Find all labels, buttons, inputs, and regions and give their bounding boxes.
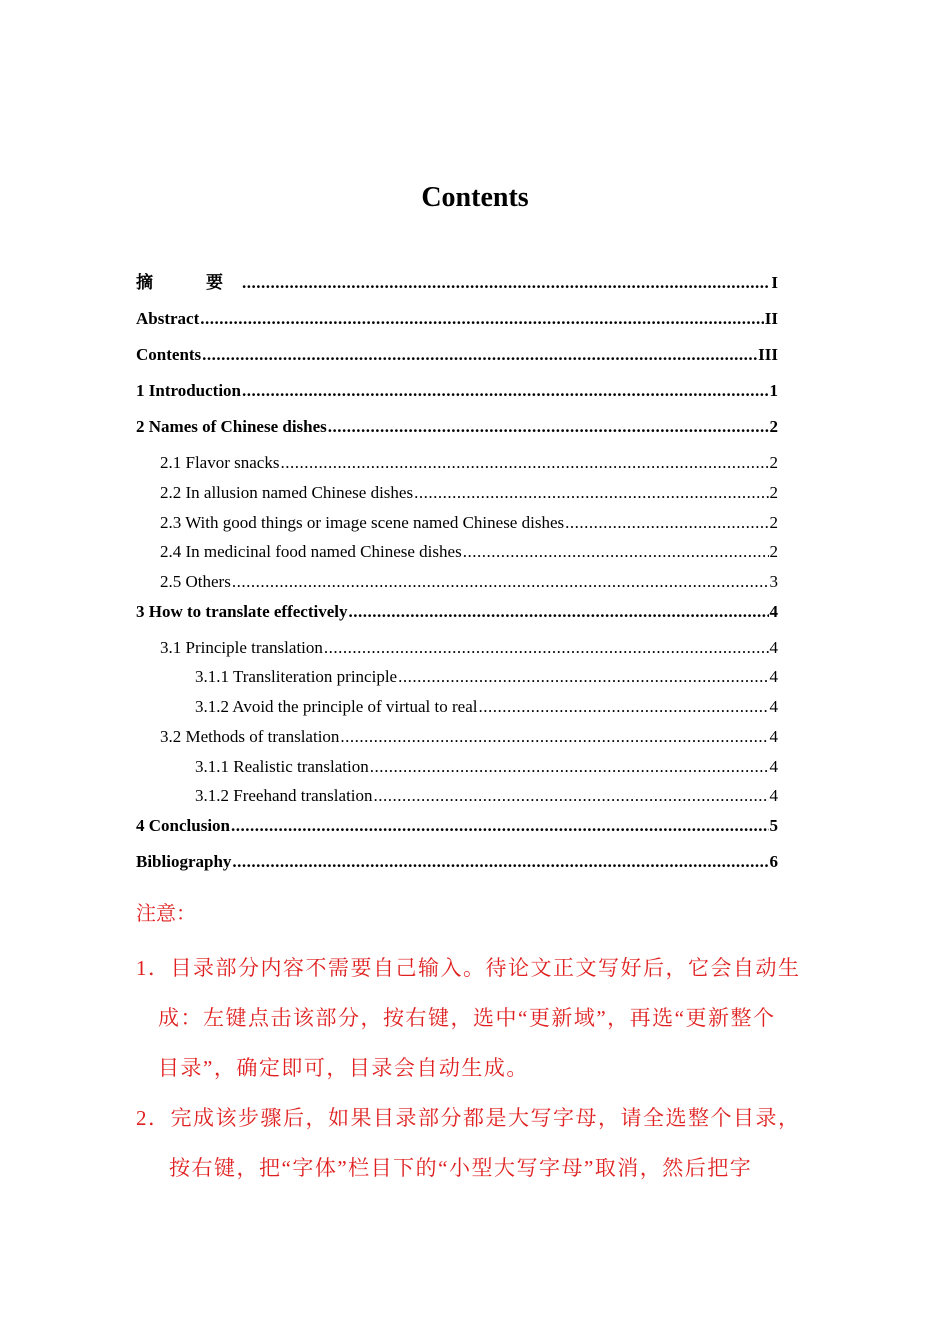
toc-entry-conclusion[interactable] [136, 815, 778, 837]
toc-page-number: 4 [769, 757, 778, 776]
toc-page-number: 4 [769, 786, 778, 805]
toc-page-number: 2 [769, 542, 778, 561]
toc-entry-methods[interactable] [136, 726, 778, 748]
toc-leader-dots [202, 344, 757, 366]
toc-entry-label: 摘 要 [136, 273, 241, 292]
toc-entry-others[interactable] [136, 571, 778, 593]
toc-page-number: 2 [769, 453, 778, 472]
toc-leader-dots [340, 726, 768, 748]
toc-leader-dots [328, 416, 769, 438]
toc-leader-dots [200, 308, 764, 330]
toc-leader-dots [242, 272, 770, 294]
toc-page-number: III [758, 345, 778, 364]
toc-page-number: 4 [769, 667, 778, 686]
note-line: 按右键，把“字体”栏目下的“小型大写字母”取消，然后把字 [169, 1156, 753, 1180]
toc-page-number: 2 [769, 417, 778, 436]
toc-entry-names-of-dishes[interactable] [136, 416, 778, 438]
note-line: 2．完成该步骤后，如果目录部分都是大写字母，请全选整个目录， [136, 1106, 801, 1130]
toc-entry-transliteration[interactable] [136, 666, 778, 688]
toc-page-number: 2 [769, 513, 778, 532]
toc-leader-dots [231, 815, 769, 837]
toc-entry-label: 3 How to translate effectively [136, 602, 348, 621]
toc-leader-dots [348, 601, 768, 623]
toc-entry-allusion[interactable] [136, 482, 778, 504]
toc-entry-bibliography[interactable] [136, 851, 778, 873]
toc-entry-label: 2 Names of Chinese dishes [136, 417, 327, 436]
toc-entry-label: 2.4 In medicinal food named Chinese dishes [160, 542, 462, 561]
toc-entry-label: Abstract [136, 309, 200, 328]
toc-entry-medicinal-food[interactable] [136, 541, 778, 563]
toc-page-number: 4 [769, 602, 778, 621]
toc-page-number: 4 [769, 697, 778, 716]
toc-leader-dots [370, 756, 769, 778]
toc-entry-abstract[interactable] [136, 308, 778, 330]
toc-page-number: 1 [769, 381, 778, 400]
note-line: 1．目录部分内容不需要自己输入。待论文正文写好后，它会自动生 [136, 956, 801, 980]
toc-entry-label: 4 Conclusion [136, 816, 230, 835]
toc-page-number: 4 [769, 727, 778, 746]
note-line: 成：左键点击该部分，按右键，选中“更新域”，再选“更新整个 [158, 1006, 776, 1030]
toc-entry-label: 1 Introduction [136, 381, 242, 400]
toc-leader-dots [232, 571, 769, 593]
toc-page-number: 6 [769, 852, 778, 871]
toc-page-number: 2 [769, 483, 778, 502]
toc-entry-label: 2.1 Flavor snacks [160, 453, 280, 472]
toc-leader-dots [478, 696, 768, 718]
note-heading: 注意： [136, 903, 196, 925]
toc-entry-freehand[interactable] [136, 785, 778, 807]
note-line: 目录”，确定即可，目录会自动生成。 [158, 1056, 529, 1080]
toc-leader-dots [232, 851, 768, 873]
toc-entry-label: 3.1.2 Freehand translation [195, 786, 373, 805]
toc-page-number: II [764, 309, 778, 328]
toc-leader-dots [280, 452, 768, 474]
toc-page-number: 3 [769, 572, 778, 591]
toc-entry-good-things[interactable] [136, 512, 778, 534]
toc-entry-label: 3.1.1 Realistic translation [195, 757, 369, 776]
toc-page-number: 4 [769, 638, 778, 657]
toc-entry-label: 3.1 Principle translation [160, 638, 323, 657]
toc-entry-label: 3.1.2 Avoid the principle of virtual to real [195, 697, 478, 716]
toc-entry-label: 2.5 Others [160, 572, 231, 591]
toc-entry-virtual-to-real[interactable] [136, 696, 778, 718]
toc-entry-label: 2.2 In allusion named Chinese dishes [160, 483, 414, 502]
toc-leader-dots [242, 380, 768, 402]
toc-entry-label: 2.3 With good things or image scene named Chinese dishes [160, 513, 565, 532]
toc-entry-flavor-snacks[interactable] [136, 452, 778, 474]
toc-entry-contents[interactable] [136, 344, 778, 366]
toc-entry-principle-translation[interactable] [136, 637, 778, 659]
toc-leader-dots [414, 482, 768, 504]
toc-entry-label: 3.1.1 Transliteration principle [195, 667, 398, 686]
toc-entry-abstract-cn[interactable] [136, 272, 778, 294]
toc-leader-dots [398, 666, 768, 688]
toc-entry-realistic[interactable] [136, 756, 778, 778]
toc-entry-label: Bibliography [136, 852, 232, 871]
toc-leader-dots [565, 512, 768, 534]
page-title: Contents [421, 182, 529, 213]
toc-entry-introduction[interactable] [136, 380, 778, 402]
toc-leader-dots [374, 785, 769, 807]
note-item-1 [136, 943, 826, 1093]
toc-entry-label: 3.2 Methods of translation [160, 727, 340, 746]
toc-page-number: I [771, 273, 778, 292]
note-item-2 [136, 1093, 826, 1193]
toc-entry-label: Contents [136, 345, 202, 364]
toc-leader-dots [324, 637, 769, 659]
toc-leader-dots [463, 541, 769, 563]
toc-page-number: 5 [769, 816, 778, 835]
toc-entry-how-to-translate[interactable] [136, 601, 778, 623]
